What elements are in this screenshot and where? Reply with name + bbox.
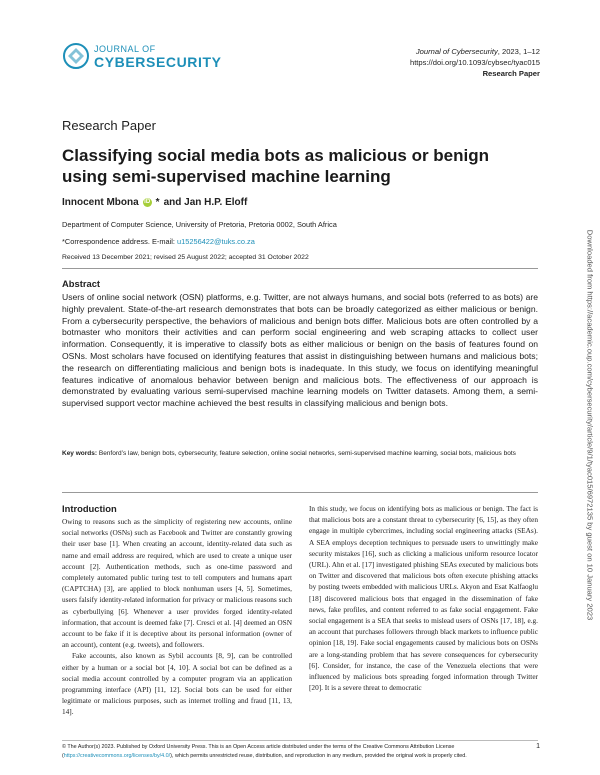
author-line	[62, 197, 247, 208]
citation-year-pages: , 2023, 1–12	[497, 47, 540, 56]
introduction-heading: Introduction	[62, 503, 117, 514]
intro-paragraph-1: Owing to reasons such as the simplicity of registering new accounts, online social networks (OSNs) such as Facebook and Twitter are constantly growing their user base [1]. When creating an account, identity-related data such as name and email address are required, which are used to create a unique user account [2]. Authentication methods, such as one-time password and completely automated public turing test to tell computers and humans apart (CAPTCHA) [3], are applied to block nonhuman users [4, 5]. Sometimes, users falsify identity-related information for privacy or malicious reasons such as cyberbullying [6]. Whenever a user provides forged identity-related information, that account is deemed fake [7]. Cresci et al. [4] deemed an OSN account to be fake if it is deceptive about its personal information (owner of an account), content (e.g. tweets), and followers.	[62, 517, 292, 650]
citation-doi[interactable]: https://doi.org/10.1093/cybsec/tyac015	[409, 58, 540, 67]
footer-rule	[62, 740, 538, 741]
logo-top-text: JOURNAL OF	[94, 44, 156, 54]
correspondence-label: *Correspondence address. E-mail:	[62, 237, 178, 246]
download-side-note-text: Downloaded from https://academic.oup.com/cybersecurity/article/9/1/tyac015/6972135 by guest on 10 January 2023	[585, 229, 595, 621]
citation-article-type: Research Paper	[482, 69, 540, 78]
orcid-icon[interactable]: iD	[144, 199, 151, 205]
abstract-heading: Abstract	[62, 278, 101, 289]
logo-main-text: CYBERSECURITY	[94, 54, 222, 70]
received-dates: Received 13 December 2021; revised 25 August 2022; accepted 31 October 2022	[62, 254, 309, 261]
journal-logo	[62, 42, 222, 74]
author-1-name[interactable]: Innocent Mbona	[62, 197, 139, 208]
citation-line	[410, 46, 540, 57]
keywords	[62, 449, 538, 459]
abstract-text: Users of online social network (OSN) platforms, e.g. Twitter, are not always humans, and social bots (referred to as bots) are highly prevalent. State-of-the-art research demonstrates that bots can be broadly categorized as either malicious or benign. From a cybersecurity perspective, the behaviors of malicious and benign bots differ. Malicious bots are often controlled by a botmaster who monitors their activities and can perform social engineering and web scraping attacks to collect user information. Consequently, it is imperative to classify bots as either malicious or benign on the basis of features found on OSNs. Most scholars have focused on identifying features that assist in distinguishing between humans and malicious bots; the research on differentiating malicious and benign bots is inadequate. In this study, we focus on identifying meaningful features indicative of anomalous behavior between benign and malicious bots. The effectiveness of our approach is demonstrated by evaluating various semi-supervised machine learning models on Twitter datasets. Among them, a semi-supervised support vector machine achieved the best results in classifying malicious and benign bots.	[62, 292, 538, 409]
section-type-label: Research Paper	[62, 118, 156, 133]
correspondence-email[interactable]: u15256422@tuks.co.za	[177, 237, 255, 246]
author-1-mark: *	[155, 197, 160, 208]
citation-journal-name: Journal of Cybersecurity	[415, 47, 498, 56]
page-number: 1	[536, 743, 540, 750]
intro-paragraph-2: Fake accounts, also known as Sybil accounts [8, 9], can be controlled either by a human or a social bot [4, 10]. A social bot can be defined as a social media account controlled by a computer program via an application programming interface (API) [11, 12]. Social bots can be used for either legitimate or malicious purposes, such as internet trolling and fraud [11, 13, 14].	[62, 651, 292, 717]
license-footer: © The Author(s) 2023. Published by Oxford University Press. This is an Open Access article distributed under the terms of the Creative Commons Attribution License (https://creativecommons.org/licenses/by/4.0/), which permits unrestricted reuse, distribution, and reproduction in any medium, provided the original work is properly cited.	[62, 744, 467, 759]
body-column-left	[62, 516, 292, 718]
keywords-list: Benford’s law, benign bots, cybersecurity, feature selection, online social networks, semi-supervised machine learning, social bots, malicious bots	[97, 450, 516, 457]
download-side-note	[580, 190, 600, 660]
license-link[interactable]: https://creativecommons.org/licenses/by/4.0/	[63, 752, 171, 759]
author-2-name[interactable]: and Jan H.P. Eloff	[163, 197, 248, 208]
license-text-1: © The Author(s) 2023. Published by Oxford University Press. This is an Open Access article distributed under the terms of the Creative Commons Attribution License	[62, 744, 455, 750]
affiliation: Department of Computer Science, University of Pretoria, Pretoria 0002, South Africa	[62, 220, 337, 229]
paper-title: Classifying social media bots as malicious or benign using semi-supervised machine learning	[62, 146, 490, 186]
abstract-top-rule	[62, 268, 538, 269]
body-column-right	[309, 503, 538, 693]
citation-block	[410, 46, 540, 79]
intro-paragraph-3: In this study, we focus on identifying bots as malicious or benign. The fact is that malicious bots are a constant threat to cybersecurity [6, 15], as they often engage in multiple cybercrimes, including social engineering attacks (SEAs). A SEA employs deception techniques to persuade users to unwittingly make security mistakes [16], such as clicking a malicious uniform resource locator (URL). Ahn et al. [17] investigated phishing SEAs executed by malicious bots on Twitter and discovered that malicious bots often execute phishing attacks by posting tweets embedded with malicious URLs. Akyon and Esat Kalfaoglu [18] discovered malicious bots that engaged in the dissemination of fake news, fake profiles, and content referred to as fake social engagement. Fake social engagement is a SEA that seeks to mislead users of OSNs [17, 18], e.g. an account that purchases followers through black markets to influence public opinion [18, 19]. Fake social engagements caused by malicious bots on OSNs are a long-standing problem that has severe consequences for cybersecurity [6]. Consider, for instance, the case of the Venezuela elections that were influenced by malicious bots spreading forged information through Twitter [20]. It is a severe threat to democratic	[309, 504, 538, 693]
license-text-2: , which permits unrestricted reuse, distribution, and reproduction in any medium, provided the original work is properly cited.	[171, 752, 467, 759]
correspondence	[62, 237, 255, 246]
journal-logo-icon	[62, 42, 90, 70]
keywords-label: Key words:	[62, 450, 98, 457]
abstract-bottom-rule	[62, 492, 538, 493]
